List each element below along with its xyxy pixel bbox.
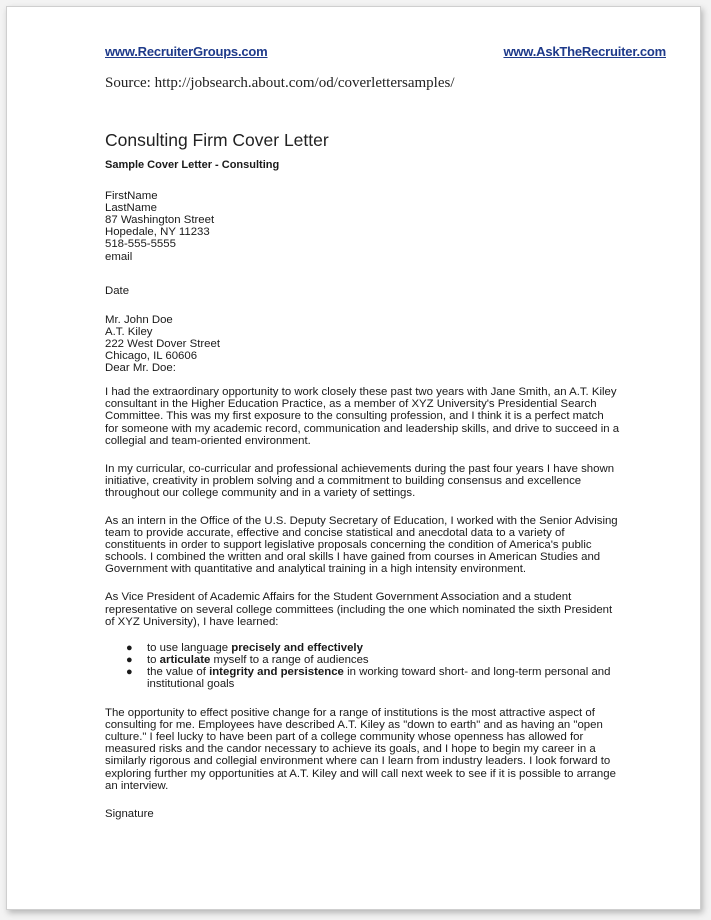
letter-body [105, 129, 620, 820]
recipient-name: Mr. John Doe [105, 313, 173, 326]
salutation: Dear Mr. Doe: [105, 362, 176, 375]
sender-first-name: FirstName [105, 190, 158, 203]
skills-list [105, 642, 620, 690]
list-item [126, 665, 620, 690]
closing-paragraph: The opportunity to effect positive change for a range of institutions is the most attractive aspect of consulting for me. Employees have described A.T. Kiley as "down to earth" and as having an "open culture." I feel lucky to have been part of a college community whose openness has allowed for measured risks and the candor necessary to achieve its goals, and I hope to begin my career in a similarly rigorous and collegial environment where can I learn from industry leaders. I look forward to exploring further my opportunities at A.T. Kiley and will call next week to see if it is possible to arrange an interview. [105, 707, 616, 792]
letter-date: Date [105, 284, 130, 297]
sender-street: 87 Washington Street [105, 214, 215, 227]
list-item-text: to use language [147, 641, 232, 654]
bullet-icon: ● [126, 665, 133, 678]
list-item-emphasis: precisely and effectively [231, 641, 363, 654]
paragraph-1: I had the extraordinary opportunity to work closely these past two years with Jane Smith, an A.T. Kiley consultant in the Higher Education Practice, as a member of XYZ University's Presidential Search Committee. This was my first exposure to the consulting profession, and I think it is a perfect match for someone with my academic record, communication and leadership skills, and drive to succeed in a collegial and team-oriented environment. [105, 386, 620, 447]
list-item-emphasis: articulate [159, 653, 211, 666]
recipient-address [105, 314, 620, 374]
list-item-text: myself to a range of audiences [210, 653, 369, 666]
list-item-emphasis: integrity and persistence [209, 665, 344, 678]
list-item-text: in working toward short- and long-term personal and institutional goals [147, 665, 611, 690]
sender-city: Hopedale, NY 11233 [105, 226, 210, 239]
signature: Signature [105, 807, 154, 820]
bullet-icon: ● [126, 641, 133, 654]
recruitergroups-link[interactable]: www.RecruiterGroups.com [105, 44, 268, 59]
sender-address [105, 190, 620, 263]
paragraph-4: As Vice President of Academic Affairs for the Student Government Association and a student representative on several college committees (including the one which nominated the sixth President of XYZ University), I have learned: [105, 591, 613, 628]
list-item [126, 641, 620, 654]
paragraph-3: As an intern in the Office of the U.S. Deputy Secretary of Education, I worked with the Senior Advising team to provide accurate, effective and concise statistical and anecdotal data to a variety of constituents in order to support legislative proposals concerning the condition of America's public schools. I combined the written and oral skills I have gained from courses in American Studies and Government with quantitative and analytical training in a high intensity environment. [105, 514, 618, 576]
list-item-text: to [147, 653, 160, 666]
list-item [126, 653, 620, 666]
asktherecruiter-link[interactable]: www.AskTheRecruiter.com [503, 44, 666, 59]
letter-title: Consulting Firm Cover Letter [105, 130, 329, 150]
recipient-city: Chicago, IL 60606 [105, 350, 198, 363]
recipient-street: 222 West Dover Street [105, 337, 221, 350]
document-page [6, 6, 701, 910]
sender-email: email [105, 250, 133, 263]
paragraph-2: In my curricular, co-curricular and professional achievements during the past four years I have shown initiative, creativity in problem solving and a commitment to building consensus and excellence throughout our college community and in a variety of settings. [105, 462, 615, 499]
sender-last-name: LastName [105, 202, 157, 215]
source-line: Source: http://jobsearch.about.com/od/coverlettersamples/ [105, 75, 455, 91]
bullet-icon: ● [126, 653, 133, 666]
recipient-company: A.T. Kiley [105, 325, 153, 338]
sender-phone: 518-555-5555 [105, 238, 176, 251]
list-item-text: the value of [147, 665, 210, 678]
letter-subtitle: Sample Cover Letter - Consulting [105, 159, 280, 171]
